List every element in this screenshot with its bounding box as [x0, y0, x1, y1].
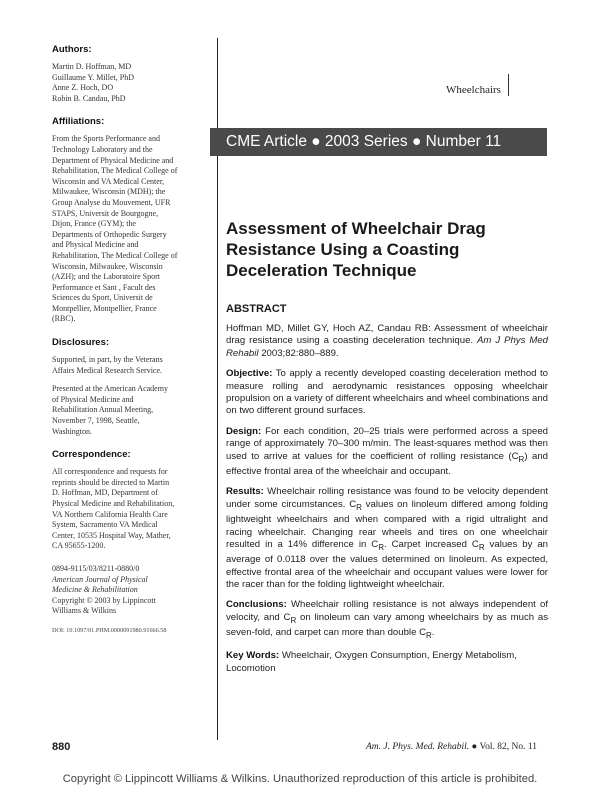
subscript: R: [426, 631, 432, 641]
disclosures-heading: Disclosures:: [52, 337, 110, 349]
objective-label: Objective:: [226, 368, 273, 380]
citation-journal: Am J Phys Med Rehabil: [226, 335, 548, 359]
article-title: Assessment of Wheelchair Drag Resistance Using a Coasting Deceleration Technique: [226, 219, 486, 280]
abstract-design: [226, 426, 548, 479]
abstract-conclusions: [226, 599, 548, 642]
running-head: Wheelchairs: [446, 84, 501, 96]
affiliation-line: Group Analyse du Mouvement, UFR: [52, 197, 171, 207]
copyright-line: Williams & Wilkins: [52, 606, 117, 616]
citation-tail: 2003;82:880–889.: [261, 347, 339, 359]
affiliation-line: From the Sports Performance and: [52, 134, 160, 144]
doi: DOI: 10.1097/01.PHM.0000091980.91666.58: [52, 626, 167, 634]
objective-text: To apply a recently developed coasting deceleration method to measure rolling and aerodynamic resistances opposing wheelchair propulsion on a variety of different wheelchairs and wheel combinations and on two different ground surfaces.: [226, 368, 548, 417]
disclosure-line: Washington.: [52, 426, 93, 436]
abstract: [226, 303, 548, 683]
affiliation-line: Technology Laboratory and the: [52, 144, 153, 154]
journal-abbrev: Am. J. Phys. Med. Rehabil.: [366, 742, 470, 752]
keywords-label: Key Words:: [226, 650, 280, 662]
running-head-rule: [508, 74, 509, 96]
affiliation-line: Dijon, France (GYM); the: [52, 219, 136, 229]
correspondence-text: [52, 467, 202, 552]
author-name: Martin D. Hoffman, MD: [52, 62, 132, 71]
correspondence-line: System, Sacramento VA Medical: [52, 520, 158, 530]
issn: 0894-9115/03/8211-0880/0: [52, 563, 140, 573]
affiliation-line: Montpellier, Montpellier, France: [52, 303, 157, 313]
correspondence-heading: Correspondence:: [52, 449, 131, 461]
abstract-objective: [226, 368, 548, 418]
affiliation-line: Wisconsin, Milwaukee, Wisconsin: [52, 261, 163, 271]
results-label: Results:: [226, 486, 264, 498]
disclosure-line: Affairs Medical Research Service.: [52, 365, 163, 375]
publication-info: [52, 564, 202, 617]
abstract-heading: ABSTRACT: [226, 303, 287, 315]
results-text: values by an average of 0.0118 over the values determined on linoleum. As expected, effective frontal area of the wheelchair and occupant values were lower for the racer than for the folding lightweight wheelchair.: [226, 538, 548, 591]
affiliation-line: Rehabilitation, The Medical College of: [52, 250, 178, 260]
abstract-keywords: [226, 650, 548, 675]
affiliation-line: Performance et Sant , Facult des: [52, 282, 156, 292]
conclusions-label: Conclusions:: [226, 599, 287, 611]
affiliation-line: and Physical Medicine and: [52, 240, 139, 250]
conclusions-text: on linoleum can vary among wheelchairs by as much as seven-fold, and carpet can more than double C: [226, 611, 548, 639]
authors-list: [52, 62, 202, 104]
results-text: Wheelchair rolling resistance was found to be velocity dependent under some circumstances. C: [226, 486, 548, 510]
sidebar: [52, 44, 202, 634]
disclosure-line: November 7, 1998, Seattle,: [52, 416, 140, 426]
correspondence-line: All correspondence and requests for: [52, 467, 168, 477]
disclosure-line: Presented at the American Academy: [52, 384, 168, 394]
disclosure-line: Supported, in part, by the Veterans: [52, 355, 163, 365]
cme-banner: CME Article ● 2003 Series ● Number 11: [210, 128, 547, 156]
correspondence-line: VA Northern California Health Care: [52, 509, 168, 519]
abstract-citation: [226, 323, 548, 360]
design-text-tail: ) and effective frontal area of the wheelchair and occupant.: [226, 450, 548, 477]
affiliations-text: [52, 134, 202, 325]
author-name: Guillaume Y. Millet, PhD: [52, 72, 134, 82]
keywords-text: Wheelchair, Oxygen Consumption, Energy Metabolism, Locomotion: [226, 650, 517, 674]
journal-name-line: American Journal of Physical: [52, 574, 148, 584]
conclusions-text: Wheelchair rolling resistance is not always independent of velocity, and C: [226, 599, 549, 623]
subscript: R: [478, 542, 485, 552]
subscript: R: [378, 542, 384, 552]
page-number: 880: [52, 741, 71, 753]
disclosures-presented: [52, 384, 202, 437]
copyright-notice: Copyright © Lippincott Williams & Wilkins. Unauthorized reproduction of this article is prohibited.: [62, 773, 538, 785]
design-text: For each condition, 20–25 trials were performed across a speed range of approximately 70–300 m/min. The least-squares method was then used to arrive at values for the coefficient of rolling resistance (C: [226, 425, 548, 462]
results-text: values on linoleum differed among folding lightweight wheelchairs and when compared with a rigid ultralight and racing wheelchair. Changing rear wheels and tires on one wheelchair resulted in a 14% difference in C: [226, 498, 548, 550]
author-name: Robin B. Candau, PhD: [52, 93, 126, 103]
affiliation-line: Departments of Orthopedic Surgery: [52, 229, 167, 239]
correspondence-line: D. Hoffman, MD, Department of: [52, 488, 158, 498]
affiliation-line: Sciences du Sport, Universit de: [52, 293, 153, 303]
citation-text: Hoffman MD, Millet GY, Hoch AZ, Candau RB: Assessment of wheelchair drag resistance using a coasting deceleration technique.: [226, 323, 548, 347]
affiliation-line: (AZH); and the Laboratoire Sport: [52, 272, 160, 282]
affiliation-line: Wisconsin and VA Medical Center,: [52, 176, 165, 186]
affiliation-line: Rehabilitation, The Medical College of: [52, 166, 178, 176]
subscript: R: [356, 502, 362, 512]
affiliation-line: Department of Physical Medicine and: [52, 155, 174, 165]
conclusions-text: .: [431, 627, 435, 639]
disclosures-support: [52, 355, 202, 376]
journal-volume: ● Vol. 82, No. 11: [471, 742, 538, 752]
correspondence-line: reprints should be directed to Martin: [52, 477, 170, 487]
abstract-results: [226, 486, 548, 591]
correspondence-line: Physical Medicine and Rehabilitation,: [52, 499, 175, 508]
affiliation-line: (RBC).: [52, 314, 76, 324]
disclosure-line: of Physical Medicine and: [52, 394, 134, 404]
journal-name-line: Medicine & Rehabilitation: [52, 585, 138, 595]
affiliations-heading: Affiliations:: [52, 116, 105, 128]
subscript: R: [290, 615, 297, 625]
results-text: . Carpet increased C: [383, 538, 479, 550]
copyright-line: Copyright © 2003 by Lippincott: [52, 595, 156, 605]
disclosure-line: Rehabilitation Annual Meeting,: [52, 405, 154, 415]
design-label: Design:: [226, 425, 262, 437]
affiliation-line: Milwaukee, Wisconsin (MDH); the: [52, 187, 166, 197]
affiliation-line: STAPS, Universit de Bourgogne,: [52, 208, 159, 218]
correspondence-line: Center, 10535 Hospital Way, Mather,: [52, 530, 171, 540]
authors-heading: Authors:: [52, 44, 92, 55]
journal-reference: [366, 742, 537, 752]
correspondence-line: CA 95655-1200.: [52, 541, 106, 551]
subscript: R: [518, 454, 525, 464]
author-name: Anne Z. Hoch, DO: [52, 83, 114, 93]
